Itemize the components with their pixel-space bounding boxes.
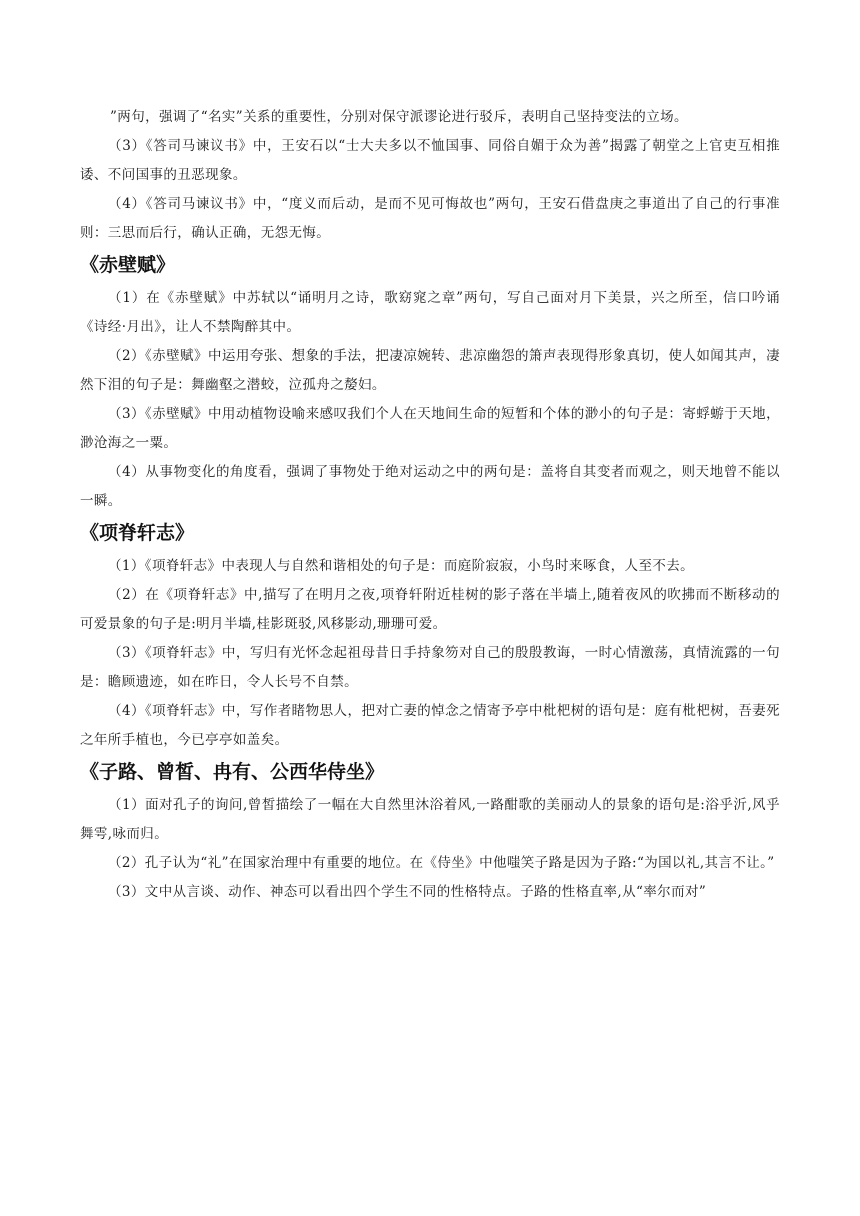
paragraph: （1）在《赤壁赋》中苏轼以“诵明月之诗，歌窈窕之章”两句，写自己面对月下美景，兴之所至，信口吟诵《诗经·月出》，让人不禁陶醉其中。 [80,290,780,335]
paragraph: （2）孔子认为“礼”在国家治理中有重要的地位。在《侍坐》中他嗤笑子路是因为子路:“为国以礼,其言不让。” [108,855,775,871]
paragraph: （3）《项脊轩志》中，写归有光怀念起祖母昔日手持象笏对自己的殷殷教诲，一时心情激荡，真情流露的一句是：瞻顾遗迹，如在昨日，令人长号不自禁。 [80,645,780,690]
paragraph: （3）《答司马谏议书》中，王安石以“士大夫多以不恤国事、同俗自媚于众为善”揭露了朝堂之上官吏互相推诿、不问国事的丑恶现象。 [80,138,780,183]
paragraph: （4）从事物变化的角度看，强调了事物处于绝对运动之中的两句是：盖将自其变者而观之，则天地曾不能以一瞬。 [80,464,780,509]
paragraph: （2）在《项脊轩志》中,描写了在明月之夜,项脊轩附近桂树的影子落在半墙上,随着夜风的吹拂而不断移动的可爱景象的句子是:明月半墙,桂影斑驳,风移影动,珊珊可爱。 [80,587,780,632]
paragraph: （1）《项脊轩志》中表现人与自然和谐相处的句子是：而庭阶寂寂，小鸟时来啄食，人至不去。 [108,558,695,574]
intro-block [80,103,780,248]
paragraph: ”两句，强调了“名实”关系的重要性，分别对保守派谬论进行驳斥，表明自己坚持变法的立场。 [110,109,688,125]
paragraph: （3）《赤壁赋》中用动植物设喻来感叹我们个人在天地间生命的短暂和个体的渺小的句子是：寄蜉蝣于天地，渺沧海之一粟。 [80,406,780,451]
section-shizuo [80,759,780,907]
paragraph: （4）《项脊轩志》中，写作者睹物思人，把对亡妻的悼念之情寄予亭中枇杷树的语句是：庭有枇杷树，吾妻死之年所手植也，今已亭亭如盖矣。 [80,703,780,748]
paragraph: （4）《答司马谏议书》中，“度义而后动，是而不见可悔故也”两句，王安石借盘庚之事道出了自己的行事准则：三思而后行，确认正确，无怨无悔。 [80,196,780,241]
paragraph: （3）文中从言谈、动作、神态可以看出四个学生不同的性格特点。子路的性格直率,从“率尔而对” [108,884,707,900]
paragraph: （2）《赤壁赋》中运用夸张、想象的手法，把凄凉婉转、悲凉幽怨的箫声表现得形象真切，使人如闻其声，凄然下泪的句子是：舞幽壑之潜蛟，泣孤舟之嫠妇。 [80,348,780,393]
section-xiangjixuan-zhi [80,520,780,755]
section-chibi-fu [80,252,780,516]
section-heading: 《项脊轩志》 [80,522,195,544]
section-heading: 《赤壁赋》 [80,254,176,276]
section-heading: 《子路、曾皙、冉有、公西华侍坐》 [80,761,385,783]
paragraph: （1）面对孔子的询问,曾皙描绘了一幅在大自然里沐浴着风,一路酣歌的美丽动人的景象的语句是:浴乎沂,风乎舞雩,咏而归。 [80,797,780,842]
